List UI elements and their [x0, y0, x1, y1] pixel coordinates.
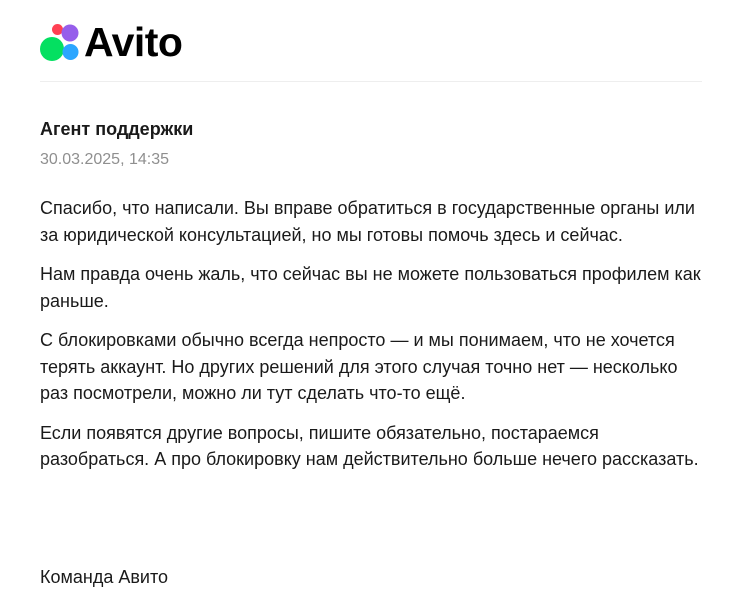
- logo-dot-green: [40, 37, 64, 61]
- message-body: [40, 195, 702, 486]
- sender-name: Агент поддержки: [40, 119, 194, 139]
- avito-logo: [40, 20, 182, 64]
- email-message: [40, 0, 702, 587]
- logo-dot-red: [52, 24, 63, 35]
- message-timestamp: 30.03.2025, 14:35: [40, 151, 170, 168]
- avito-logo-icon: [40, 20, 82, 64]
- logo-wordmark: Avito: [84, 19, 183, 65]
- logo-dot-purple: [62, 25, 79, 42]
- message-paragraph: Нам правда очень жаль, что сейчас вы не можете пользоваться профилем как раньше.: [40, 264, 701, 311]
- email-header: [40, 0, 702, 82]
- message-paragraph: С блокировками обычно всегда непросто — и мы понимаем, что не хочется терять аккаунт. Но других решений для этого случая точно нет — несколько раз посмотрели, можно ли тут сделать что-то ещё.: [40, 330, 678, 403]
- message-paragraph: Спасибо, что написали. Вы вправе обратиться в государственные органы или за юридической консультацией, но мы готовы помочь здесь и сейчас.: [40, 198, 695, 245]
- signature: Команда Авито: [40, 567, 169, 587]
- message-paragraph: Если появятся другие вопросы, пишите обязательно, постараемся разобраться. А про блокировку нам действительно больше нечего рассказать.: [40, 422, 699, 469]
- logo-dot-blue: [63, 44, 79, 60]
